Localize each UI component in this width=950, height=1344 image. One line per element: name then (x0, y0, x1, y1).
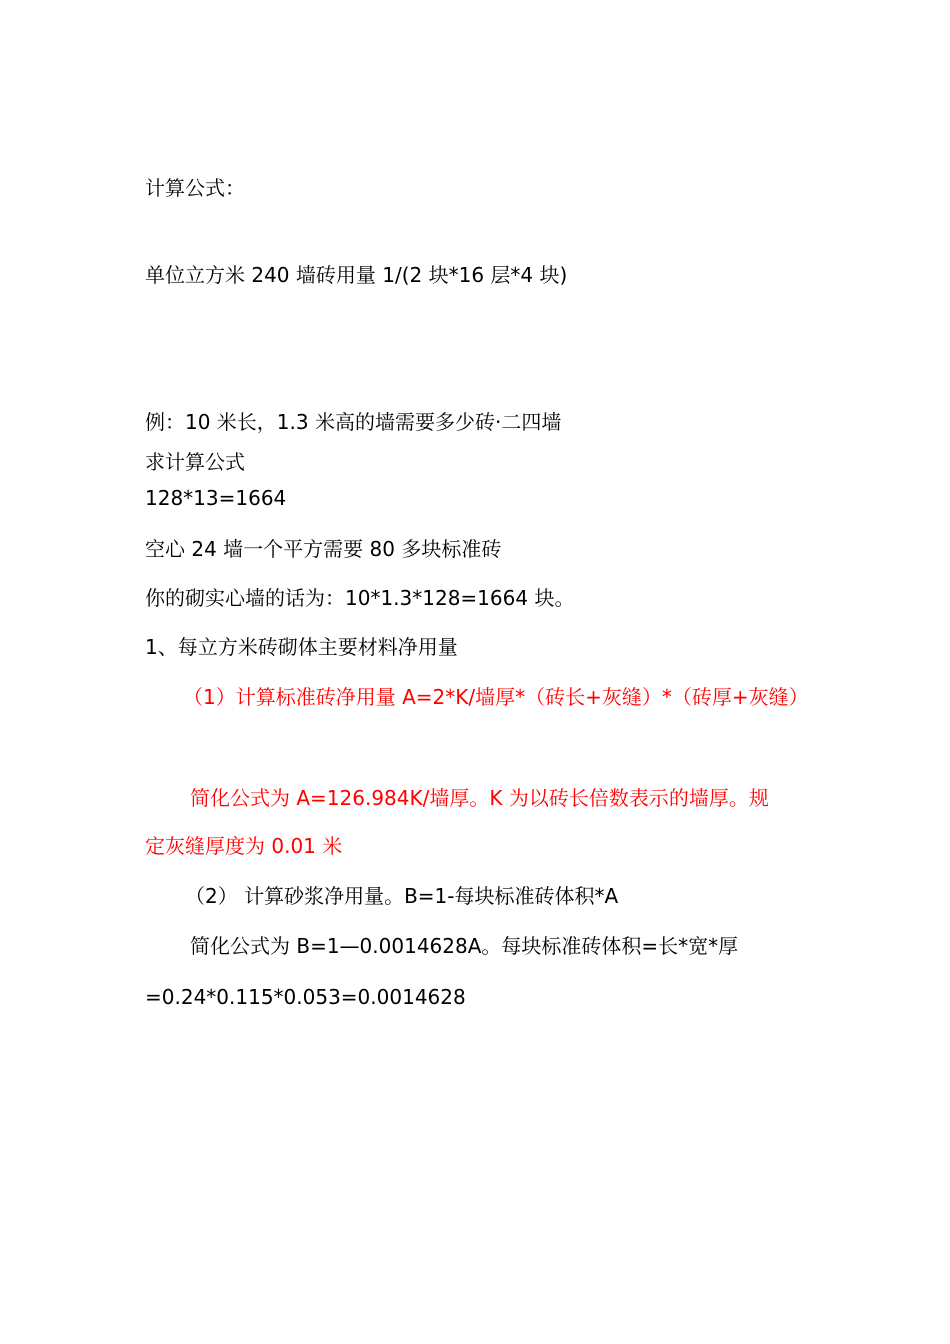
solid-wall-note: 你的砌实心墙的话为：10*1.3*128=1664 块。 (145, 586, 575, 610)
example-question: 例：10 米长，1.3 米高的墙需要多少砖·二四墙 (145, 410, 562, 434)
example-result: 128*13=1664 (145, 486, 287, 510)
formula-240-wall: 单位立方米 240 墙砖用量 1/(2 块*16 层*4 块) (145, 263, 568, 287)
example-request: 求计算公式 (145, 450, 245, 474)
hollow-wall-note: 空心 24 墙一个平方需要 80 多块标准砖 (145, 537, 502, 561)
item-1-formula: （1）计算标准砖净用量 A=2*K/墙厚*（砖长+灰缝）*（砖厚+灰缝） (183, 685, 809, 709)
item-1-simplified-line-1: 简化公式为 A=126.984K/墙厚。K 为以砖长倍数表示的墙厚。规 (190, 786, 769, 810)
section-1-title: 1、每立方米砖砌体主要材料净用量 (145, 635, 458, 659)
item-2-simplified-line-2: =0.24*0.115*0.053=0.0014628 (145, 985, 466, 1009)
item-1-simplified-line-2: 定灰缝厚度为 0.01 米 (145, 834, 343, 858)
item-2-formula: （2） 计算砂浆净用量。B=1-每块标准砖体积*A (185, 884, 619, 908)
heading: 计算公式： (145, 176, 245, 200)
item-2-simplified-line-1: 简化公式为 B=1—0.0014628A。每块标准砖体积=长*宽*厚 (190, 934, 739, 958)
